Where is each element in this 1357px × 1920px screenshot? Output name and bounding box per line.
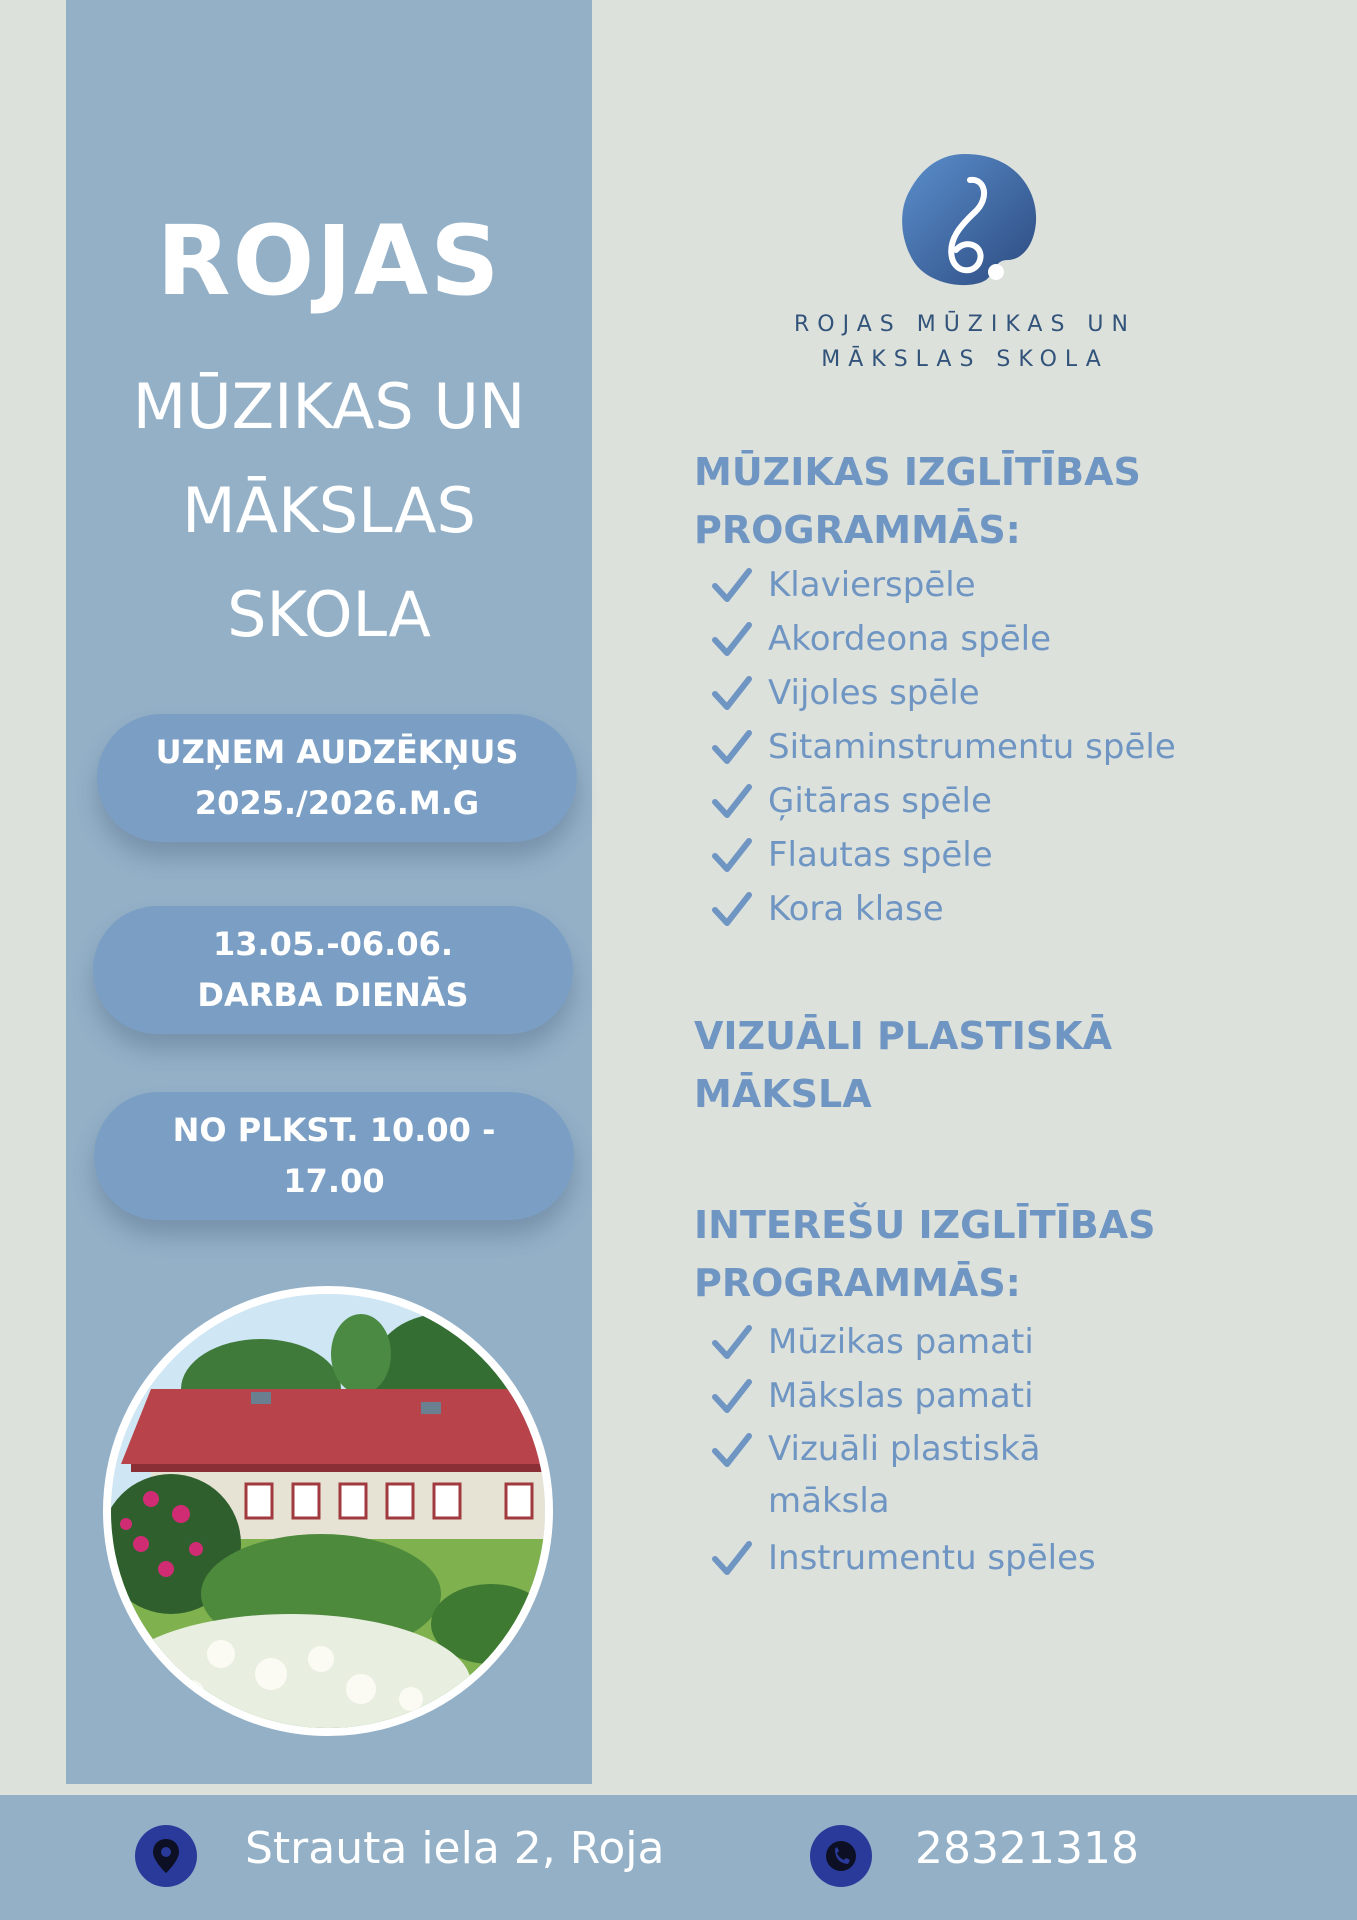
- school-building-photo: [103, 1286, 553, 1736]
- list-item-label: Vizuāli plastiskā māksla: [768, 1429, 1041, 1521]
- checkmark-icon: [712, 1325, 752, 1361]
- list-item: [712, 558, 1176, 612]
- pill-line: 2025./2026.M.G: [194, 784, 480, 822]
- visual-art-title: [694, 1007, 1214, 1123]
- footer: [0, 1795, 1357, 1920]
- checkmark-icon: [712, 730, 752, 766]
- checkmark-icon: [712, 568, 752, 604]
- list-item: [712, 1315, 1096, 1369]
- subtitle-line: SKOLA: [227, 578, 431, 651]
- checkmark-icon: [712, 892, 752, 928]
- list-item-label: Flautas spēle: [768, 835, 993, 875]
- list-item-label: Instrumentu spēles: [768, 1538, 1096, 1578]
- checkmark-icon: [712, 838, 752, 874]
- list-item-label: Kora klase: [768, 889, 944, 929]
- left-panel: [66, 0, 592, 1784]
- list-item: [712, 1423, 1088, 1531]
- list-item-label: Sitaminstrumentu spēle: [768, 727, 1176, 767]
- list-item: [712, 1369, 1096, 1423]
- checkmark-icon: [712, 622, 752, 658]
- pill-line: DARBA DIENĀS: [197, 976, 469, 1014]
- list-item-label: Mākslas pamati: [768, 1376, 1034, 1416]
- list-item: [712, 720, 1176, 774]
- list-item: [712, 774, 1176, 828]
- music-programs-list: [712, 558, 1176, 936]
- checkmark-icon: [712, 1379, 752, 1415]
- list-item-label: Akordeona spēle: [768, 619, 1051, 659]
- section-title-line: MĀKSLA: [694, 1072, 872, 1116]
- list-item-label: Vijoles spēle: [768, 673, 980, 713]
- list-item-label: Klavierspēle: [768, 565, 976, 605]
- section-title-line: PROGRAMMĀS:: [694, 508, 1021, 552]
- list-item: [712, 612, 1176, 666]
- list-item: [712, 1531, 1096, 1585]
- footer-phone: 28321318: [915, 1823, 1139, 1874]
- section-title-line: MŪZIKAS IZGLĪTĪBAS: [694, 450, 1141, 494]
- interest-programs-title: [694, 1196, 1214, 1312]
- dates-pill: [93, 906, 573, 1034]
- enrollment-pill: [97, 714, 577, 842]
- pill-line: NO PLKST. 10.00 -: [172, 1111, 496, 1149]
- checkmark-icon: [712, 1433, 752, 1469]
- section-title-line: INTEREŠU IZGLĪTĪBAS: [694, 1203, 1156, 1247]
- checkmark-icon: [712, 676, 752, 712]
- list-item-label: Ģitāras spēle: [768, 781, 992, 821]
- school-title: ROJAS: [156, 205, 502, 317]
- logo-text-line-2: MĀKSLAS SKOLA: [821, 347, 1109, 372]
- subtitle-line: MĀKSLAS: [182, 474, 476, 547]
- checkmark-icon: [712, 1541, 752, 1577]
- subtitle-line: MŪZIKAS UN: [132, 370, 526, 443]
- logo-text-line-1: ROJAS MŪZIKAS UN: [794, 312, 1136, 337]
- pill-line: 17.00: [283, 1162, 385, 1200]
- list-item-label: Mūzikas pamati: [768, 1322, 1034, 1362]
- list-item: [712, 882, 1176, 936]
- list-item: [712, 828, 1176, 882]
- pill-line: UZŅEM AUDZĒKŅUS: [155, 733, 519, 771]
- checkmark-icon: [712, 784, 752, 820]
- hours-pill: [94, 1092, 574, 1220]
- list-item: [712, 666, 1176, 720]
- location-pin-icon: [135, 1825, 197, 1887]
- pill-line: 13.05.-06.06.: [212, 925, 454, 963]
- music-programs-title: [694, 443, 1214, 559]
- phone-icon: [810, 1825, 872, 1887]
- school-logo: [780, 150, 1150, 294]
- footer-address: Strauta iela 2, Roja: [245, 1823, 665, 1874]
- school-subtitle: [66, 355, 592, 667]
- interest-programs-list: [712, 1315, 1096, 1585]
- section-title-line: VIZUĀLI PLASTISKĀ: [694, 1014, 1113, 1058]
- section-title-line: PROGRAMMĀS:: [694, 1261, 1021, 1305]
